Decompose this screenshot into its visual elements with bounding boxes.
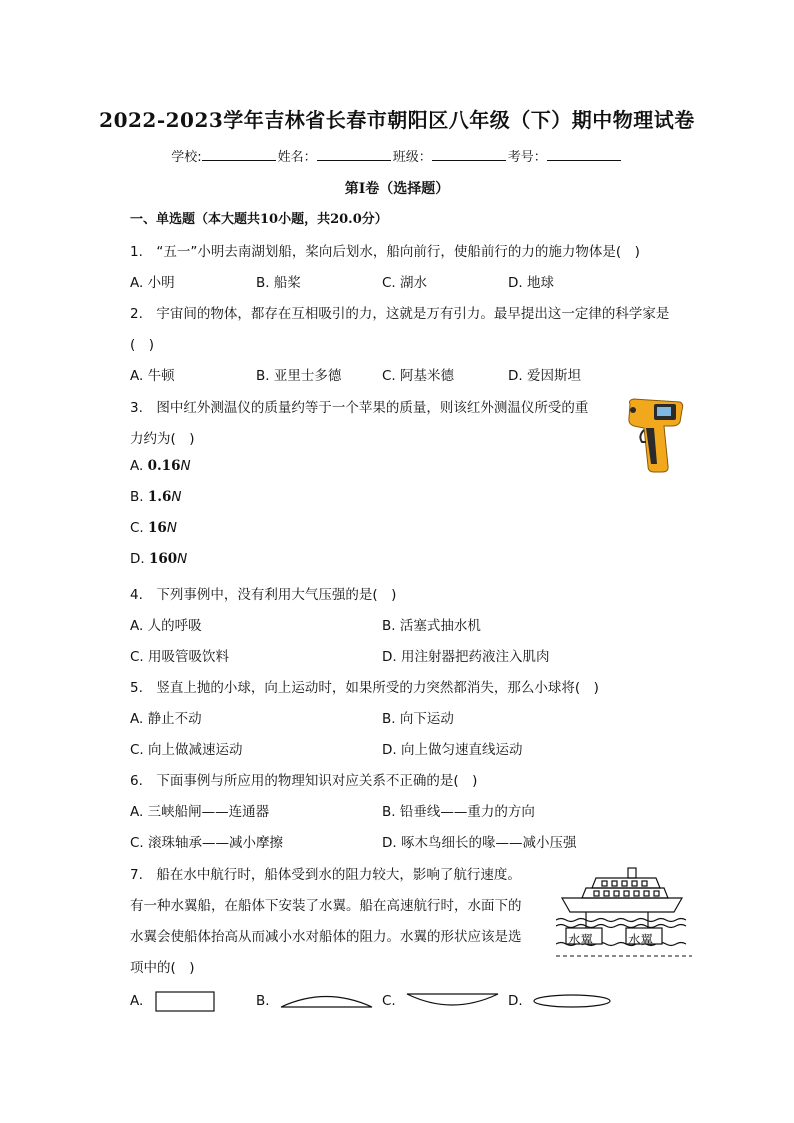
q7-option-a[interactable]: A. [130, 993, 144, 1009]
q3-option-b-unit: N [171, 489, 182, 505]
q6-option-d[interactable]: D. 啄木鸟细长的喙——减小压强 [382, 835, 577, 851]
q6-option-c[interactable]: C. 滚珠轴承——减小摩擦 [130, 835, 284, 851]
school-label: 学校: [171, 150, 202, 165]
number-label: 考号： [507, 150, 547, 165]
school-blank[interactable] [202, 148, 276, 161]
q3-option-a[interactable] [130, 458, 191, 474]
rectangle-wing-shape [154, 990, 218, 1014]
infrared-thermometer-image [624, 396, 686, 476]
q7-option-b[interactable]: B. [256, 993, 270, 1009]
q6-option-a[interactable]: A. 三峡船闸——连通器 [130, 804, 270, 820]
q3-option-d[interactable] [130, 551, 187, 567]
class-label: 班级： [392, 150, 432, 165]
q3-option-c-unit: N [166, 520, 177, 536]
q3-option-a-value: 0.16 [147, 458, 181, 474]
wing-label-right: 水翼 [628, 932, 654, 947]
q2-option-c[interactable]: C. 阿基米德 [382, 368, 455, 384]
q5-option-a[interactable]: A. 静止不动 [130, 711, 202, 727]
class-blank[interactable] [432, 148, 506, 161]
q1-option-c[interactable]: C. 湖水 [382, 275, 428, 291]
q5-option-c[interactable]: C. 向上做减速运动 [130, 742, 243, 758]
q3-option-b[interactable] [130, 489, 181, 505]
q3-option-a-letter: A. [130, 458, 144, 474]
question-1-text: 1. “五一”小明去南湖划船，桨向后划水，船向前行，使船前行的力的施力物体是( ) [130, 244, 640, 260]
q4-option-b[interactable]: B. 活塞式抽水机 [382, 618, 481, 634]
q3-option-b-value: 1.6 [147, 489, 172, 505]
question-7-text-cont3: 项中的( ) [130, 960, 195, 976]
q3-option-c-value: 16 [148, 520, 167, 536]
q1-option-a[interactable]: A. 小明 [130, 275, 175, 291]
q3-option-d-letter: D. [130, 551, 145, 567]
q1-option-b[interactable]: B. 船桨 [256, 275, 301, 291]
q2-option-d[interactable]: D. 爱因斯坦 [508, 368, 581, 384]
q3-option-a-unit: N [180, 458, 191, 474]
volume-heading: 第I卷（选择题） [344, 181, 450, 197]
q5-option-b[interactable]: B. 向下运动 [382, 711, 454, 727]
question-3-text: 3. 图中红外测温仪的质量约等于一个苹果的质量，则该红外测温仪所受的重 [130, 400, 589, 416]
q5-option-d[interactable]: D. 向上做匀速直线运动 [382, 742, 523, 758]
q4-option-c[interactable]: C. 用吸管吸饮料 [130, 649, 230, 665]
question-2-text-cont: ( ) [130, 337, 155, 353]
question-6-text: 6. 下面事例与所应用的物理知识对应关系不正确的是( ) [130, 773, 478, 789]
student-info-row [0, 146, 794, 165]
name-label: 姓名： [277, 150, 317, 165]
q6-option-b[interactable]: B. 铅垂线——重力的方向 [382, 804, 535, 820]
q2-option-b[interactable]: B. 亚里士多德 [256, 368, 342, 384]
q4-option-d[interactable]: D. 用注射器把药液注入肌肉 [382, 649, 550, 665]
wing-label-left: 水翼 [568, 932, 594, 947]
q4-option-a[interactable]: A. 人的呼吸 [130, 618, 202, 634]
convex-bottom-wing-shape [404, 990, 502, 1010]
convex-top-wing-shape [278, 992, 376, 1012]
q1-option-d[interactable]: D. 地球 [508, 275, 554, 291]
ellipse-wing-shape [532, 992, 614, 1010]
q3-option-c[interactable] [130, 520, 177, 536]
q2-option-a[interactable]: A. 牛顿 [130, 368, 175, 384]
q7-option-c[interactable]: C. [382, 993, 396, 1009]
section-heading: 一、单选题（本大题共10小题，共20.0分） [130, 212, 388, 227]
question-7-text: 7. 船在水中航行时，船体受到水的阻力较大，影响了航行速度。 [130, 867, 521, 883]
question-5-text: 5. 竖直上抛的小球，向上运动时，如果所受的力突然都消失，那么小球将( ) [130, 680, 599, 696]
question-4-text: 4. 下列事例中，没有利用大气压强的是( ) [130, 587, 397, 603]
q3-option-d-value: 160 [148, 551, 178, 567]
exam-title: 2022-2023学年吉林省长春市朝阳区八年级（下）期中物理试卷 [99, 108, 695, 132]
q3-option-c-letter: C. [130, 520, 144, 536]
question-3-text-cont: 力约为( ) [130, 431, 195, 447]
name-blank[interactable] [317, 148, 391, 161]
question-7-text-cont1: 有一种水翼船，在船体下安装了水翼。船在高速航行时，水面下的 [130, 898, 522, 914]
q7-option-d[interactable]: D. [508, 993, 523, 1009]
q3-option-b-letter: B. [130, 489, 144, 505]
question-2-text: 2. 宇宙间的物体，都存在互相吸引的力，这就是万有引力。最早提出这一定律的科学家是 [130, 306, 670, 322]
number-blank[interactable] [547, 148, 621, 161]
q3-option-d-unit: N [177, 551, 188, 567]
question-7-text-cont2: 水翼会使船体抬高从而减小水对船体的阻力。水翼的形状应该是选 [130, 929, 522, 945]
